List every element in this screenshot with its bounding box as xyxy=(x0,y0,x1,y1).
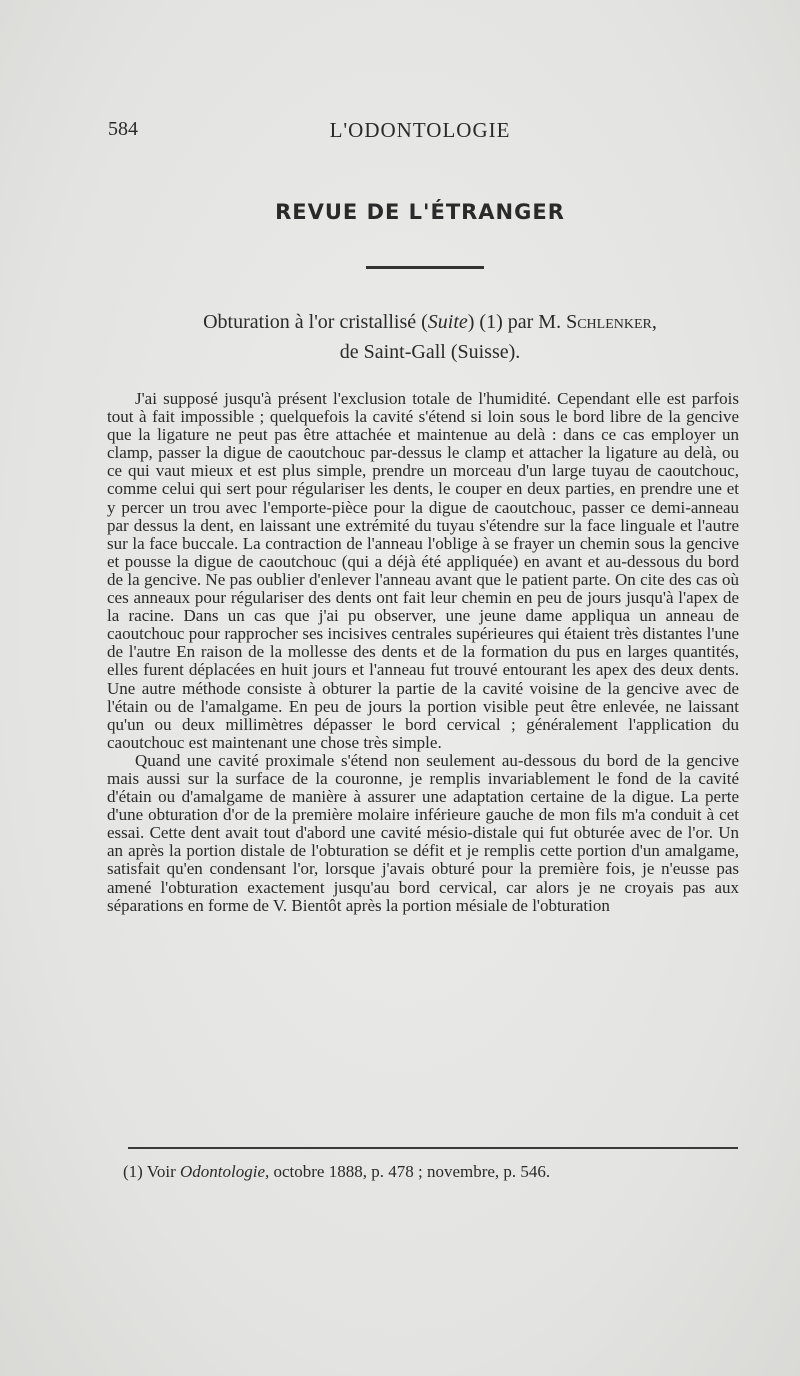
article-body xyxy=(107,390,739,915)
article-title-comma: , xyxy=(651,311,657,333)
page-header xyxy=(108,118,732,148)
page-number: 584 xyxy=(108,118,138,140)
section-title: REVUE DE L'ÉTRANGER xyxy=(275,200,565,224)
footnote xyxy=(123,1162,743,1182)
footnote-journal: Odontologie, xyxy=(180,1162,270,1181)
article-title xyxy=(110,307,750,367)
running-title: L'ODONTOLOGIE xyxy=(329,118,511,142)
paragraph-2: Quand une cavité proximale s'étend non seulement au-dessous du bord de la gencive mais aussi sur la surface de la couronne, je remplis invariablement le fond de la cavité d'étain ou d'amalgame de manière à assurer une adaptation certaine de la digue. La perte d'une obturation d'or de la première molaire inférieure gauche de mon fils m'a conduit à cet essai. Cette dent avait tout d'abord une cavité mésio-distale qui fut obturée avec de l'or. Un an après la portion distale de l'obturation se défit et je remplis cette portion d'un amalgame, satisfait qu'en condensant l'or, lorsque j'avais obturé pour la première fois, je n'eusse pas amené l'obturation exactement jusqu'au bord cervical, car alors je ne croyais pas aux séparations en forme de V. Bientôt après la portion mésiale de l'obturation xyxy=(107,750,739,915)
footnote-prefix: (1) Voir xyxy=(123,1162,180,1181)
article-title-text: Obturation à l'or cristallisé ( xyxy=(203,311,428,333)
footnote-divider xyxy=(128,1147,738,1149)
title-divider xyxy=(366,266,484,269)
article-author: Schlenker xyxy=(566,311,652,333)
article-title-line-2: de Saint-Gall (Suisse). xyxy=(339,341,521,363)
article-title-by: ) (1) par M. xyxy=(467,311,567,333)
article-title-line-1 xyxy=(110,307,750,337)
footnote-reference: octobre 1888, p. 478 ; novembre, p. 546. xyxy=(269,1162,551,1181)
paragraph-1: J'ai supposé jusqu'à présent l'exclusion totale de l'humidité. Cependant elle est parfois tout à fait impossible ; quelquefois la cavité s'étend si loin sous le bord libre de la gencive que la ligature ne peut pas être attachée et maintenue au delà : dans ce cas employer un clamp, passer la digue de caoutchouc par-dessus le clamp et attacher la ligature au delà, ou ce qui vaut mieux et est plus simple, prendre un morceau d'un large tuyau de caoutchouc, comme celui qui sert pour régulariser les dents, le couper en deux parties, en prendre une et y percer un trou avec l'emporte-pièce pour la digue de caoutchouc, passer ce demi-anneau par dessus la dent, en laissant une extrémité du tuyau s'étendre sur la face linguale et l'autre sur la face buccale. La contraction de l'anneau l'oblige à se frayer un chemin sous la gencive et pousse la digue de caoutchouc (qui a déjà été appliquée) en avant et au-dessous du bord de la gencive. Ne pas oublier d'enlever l'anneau avant que le patient parte. On cite des cas où ces anneaux pour régulariser des dents ont fait leur chemin en peu de jours jusqu'à l'apex de la racine. Dans un cas que j'ai pu observer, une jeune dame appliqua un anneau de caoutchouc pour rapprocher ses incisives centrales supérieures qui étaient très distantes l'une de l'autre En raison de la mollesse des dents et de la formation du pus en larges quantités, elles furent déplacées en huit jours et l'anneau fut trouvé entourant les apex des deux dents. Une autre méthode consiste à obturer la partie de la cavité voisine de la gencive avec de l'étain ou de l'amalgame. En peu de jours la portion visible peut être enlevée, ne laissant qu'un ou deux millimètres dépasser le bord cervical ; généralement l'application du caoutchouc est maintenant une chose très simple. xyxy=(107,389,739,752)
article-title-suite: Suite xyxy=(427,311,468,333)
